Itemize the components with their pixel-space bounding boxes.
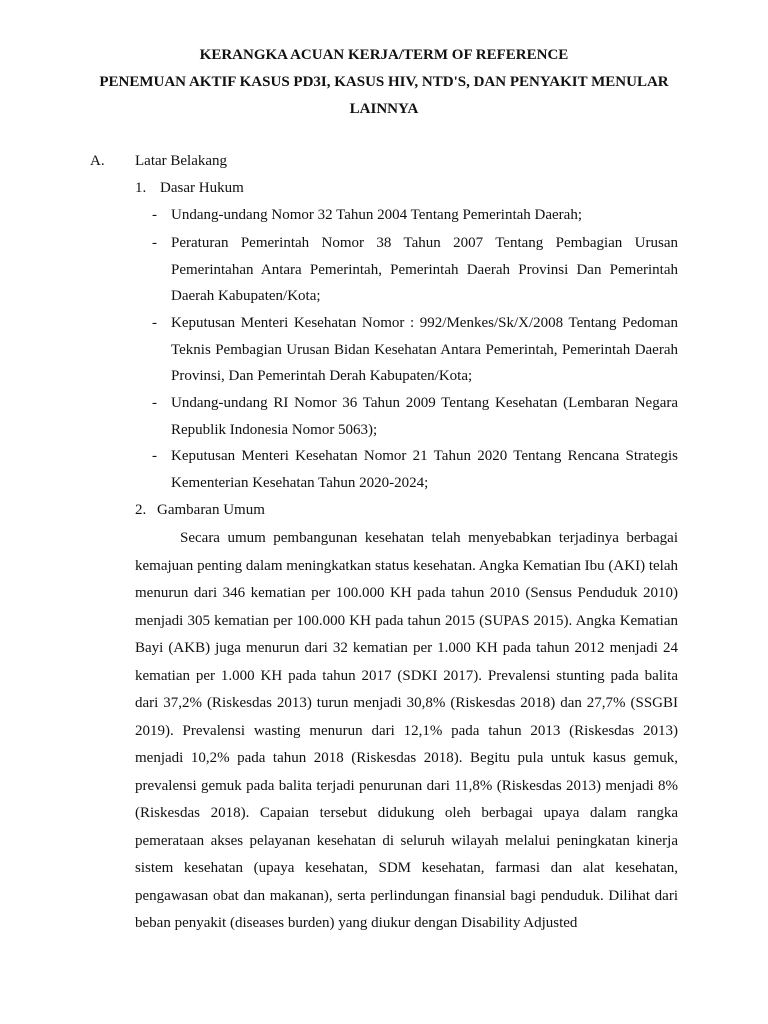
bullet-dash: -	[152, 235, 157, 251]
legal-basis-text: Undang-undang Nomor 32 Tahun 2004 Tentang Pemerintah Daerah;	[171, 207, 582, 223]
legal-basis-text: Keputusan Menteri Kesehatan Nomor : 992/Menkes/Sk/X/2008 Tentang Pedoman Teknis Pembagian Urusan Bidan Kesehatan Antara Pemerintah, Pemerintah Daerah Provinsi, Dan Pemerintah Derah Kabupaten/Kota;	[171, 315, 678, 384]
subsection-2-title: Gambaran Umum	[157, 502, 265, 518]
general-overview-paragraph: Secara umum pembangunan kesehatan telah menyebabkan terjadinya berbagai kemajuan penting dalam meningkatkan status kesehatan. Angka Kematian Ibu (AKI) telah menurun dari 346 kematian per 100.000 KH pada tahun 2010 (Sensus Penduduk 2010) menjadi 305 kematian per 100.000 KH pada tahun 2015 (SUPAS 2015). Angka Kematian Bayi (AKB) juga menurun dari 32 kematian per 1.000 KH pada tahun 2012 menjadi 24 kematian per 1.000 KH pada tahun 2017 (SDKI 2017). Prevalensi stunting pada balita dari 37,2% (Riskesdas 2013) turun menjadi 30,8% (Riskesdas 2018) dan 27,7% (SSGBI 2019). Prevalensi wasting menurun dari 12,1% pada tahun 2013 (Riskesdas 2013) menjadi 10,2% pada tahun 2018 (Riskesdas 2018). Begitu pula untuk kasus gemuk, prevalensi gemuk pada balita terjadi penurunan dari 11,8% (Riskesdas 2013) menjadi 8% (Riskesdas 2018). Capaian tersebut didukung oleh berbagai upaya dalam rangka pemerataan akses pelayanan kesehatan di seluruh wilayah melalui peningkatan kinerja sistem kesehatan (upaya kesehatan, SDM kesehatan, farmasi dan alat kesehatan, pengawasan obat dan makanan), serta perlindungan finansial bagi penduduk. Dilihat dari beban penyakit (diseases burden) yang diukur dengan Disability Adjusted	[135, 530, 678, 931]
doc-title-line-2: PENEMUAN AKTIF KASUS PD3I, KASUS HIV, NTD'S, DAN PENYAKIT MENULAR	[99, 74, 669, 90]
subsection-2-number: 2.	[135, 502, 147, 518]
bullet-dash: -	[152, 207, 157, 223]
subsection-1-title: Dasar Hukum	[160, 180, 244, 196]
bullet-dash: -	[152, 315, 157, 331]
legal-basis-text: Peraturan Pemerintah Nomor 38 Tahun 2007 Tentang Pembagian Urusan Pemerintahan Antara Pemerintah, Pemerintah Daerah Provinsi Dan Pemerintah Daerah Kabupaten/Kota;	[171, 235, 678, 304]
bullet-dash: -	[152, 395, 157, 411]
legal-basis-text: Undang-undang RI Nomor 36 Tahun 2009 Tentang Kesehatan (Lembaran Negara Republik Indonesia Nomor 5063);	[171, 395, 678, 438]
section-a-title: Latar Belakang	[135, 153, 228, 169]
legal-basis-text: Keputusan Menteri Kesehatan Nomor 21 Tahun 2020 Tentang Rencana Strategis Kementerian Kesehatan Tahun 2020-2024;	[171, 448, 678, 491]
doc-title-line-1: KERANGKA ACUAN KERJA/TERM OF REFERENCE	[199, 47, 569, 63]
section-a-letter: A.	[90, 153, 105, 169]
bullet-dash: -	[152, 448, 157, 464]
subsection-1-number: 1.	[135, 180, 147, 196]
doc-title-line-3: LAINNYA	[349, 101, 419, 117]
